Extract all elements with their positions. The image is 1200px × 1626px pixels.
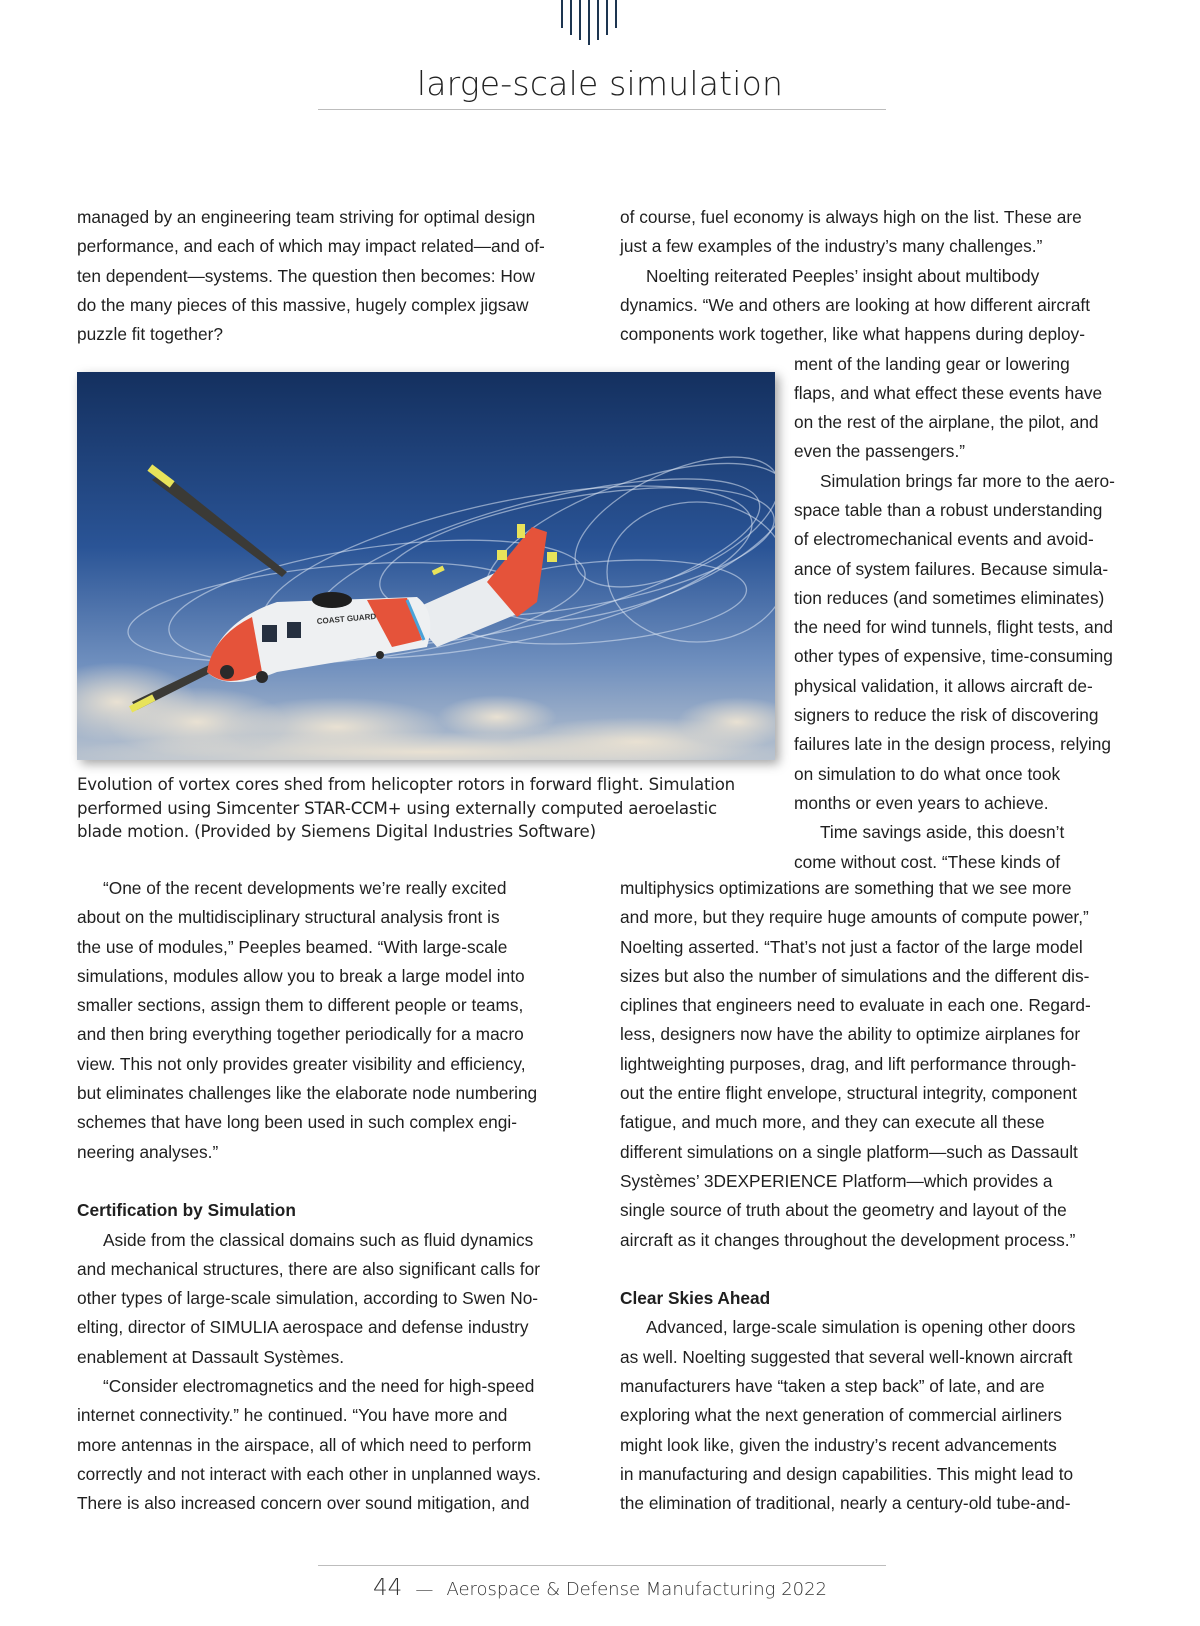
text-line: more antennas in the airspace, all of which need to perform	[77, 1434, 532, 1455]
text-line: “One of the recent developments we’re really excited	[103, 878, 507, 898]
text-line: as well. Noelting suggested that several well-known aircraft	[620, 1346, 1073, 1367]
publication-name: Aerospace & Defense Manufacturing 2022	[446, 1579, 828, 1600]
text-line: of electromechanical events and avoid-	[794, 529, 1094, 550]
text-line: about on the multidisciplinary structural analysis front is	[77, 907, 500, 928]
text-line: just a few examples of the industry’s many challenges.”	[620, 236, 1043, 257]
footer-divider	[318, 1565, 886, 1566]
text-line: signers to reduce the risk of discovering	[794, 705, 1099, 726]
text-line: the elimination of traditional, nearly a century-old tube-and-	[620, 1493, 1071, 1514]
text-line	[620, 1255, 1140, 1284]
text-line: There is also increased concern over sound mitigation, and	[77, 1493, 530, 1514]
text-line: Evolution of vortex cores shed from helicopter rotors in forward flight. Simulation	[77, 775, 735, 794]
text-line: aircraft as it changes throughout the development process.”	[620, 1229, 1076, 1250]
text-line: components work together, like what happens during deploy-	[620, 324, 1085, 345]
text-line: internet connectivity.” he continued. “You have more and	[77, 1405, 508, 1426]
text-line: fatigue, and much more, and they can execute all these	[620, 1112, 1045, 1133]
text-line: might look like, given the industry’s recent advancements	[620, 1434, 1057, 1455]
text-line: blade motion. (Provided by Siemens Digital Industries Software)	[77, 822, 596, 841]
text-line: Aside from the classical domains such as fluid dynamics	[103, 1229, 534, 1250]
text-line: manufacturers have “taken a step back” of late, and are	[620, 1376, 1045, 1397]
text-line: but eliminates challenges like the elaborate node numbering	[77, 1083, 538, 1104]
decorative-lines-icon	[558, 0, 648, 48]
text-line: ance of system failures. Because simula-	[794, 558, 1109, 579]
text-line: other types of large-scale simulation, according to Swen No-	[77, 1288, 539, 1309]
text-line: Noelting asserted. “That’s not just a factor of the large model	[620, 936, 1083, 957]
text-line: multiphysics optimizations are something that we see more	[620, 878, 1072, 898]
text-line: on the rest of the airplane, the pilot, and	[794, 412, 1099, 433]
text-line: do the many pieces of this massive, hugely complex jigsaw	[77, 294, 529, 315]
text-line: space table than a robust understanding	[794, 499, 1103, 520]
text-line: in manufacturing and design capabilities. This might lead to	[620, 1463, 1074, 1484]
right-column-bottom-text	[620, 874, 1140, 1519]
text-line: performance, and each of which may impact related—and of-	[77, 236, 545, 257]
text-line: come without cost. “These kinds of	[794, 851, 1061, 872]
text-line: out the entire flight envelope, structural integrity, component	[620, 1083, 1077, 1104]
text-line: smaller sections, assign them to different people or teams,	[77, 995, 524, 1016]
text-line: failures late in the design process, relying	[794, 734, 1111, 755]
text-line: flaps, and what effect these events have	[794, 382, 1103, 403]
text-line: less, designers now have the ability to optimize airplanes for	[620, 1024, 1081, 1045]
left-column-bottom-text	[77, 874, 597, 1519]
text-line: and more, but they require huge amounts of compute power,”	[620, 907, 1089, 928]
text-line: the need for wind tunnels, flight tests, and	[794, 617, 1113, 638]
text-line: correctly and not interact with each other in unplanned ways.	[77, 1463, 541, 1484]
text-line: managed by an engineering team striving for optimal design	[77, 207, 536, 227]
text-line: sizes but also the number of simulations and the different dis-	[620, 965, 1090, 986]
text-line: and mechanical structures, there are also significant calls for	[77, 1258, 540, 1279]
text-line: ten dependent—systems. The question then becomes: How	[77, 265, 535, 286]
header-divider	[318, 109, 886, 110]
section-heading: Certification by Simulation	[77, 1200, 296, 1221]
text-line: schemes that have long been used in such complex engi-	[77, 1112, 517, 1133]
text-line: the use of modules,” Peeples beamed. “With large-scale	[77, 936, 508, 957]
text-line: elting, director of SIMULIA aerospace and defense industry	[77, 1317, 529, 1338]
text-line: of course, fuel economy is always high on the list. These are	[620, 207, 1082, 227]
text-line: tion reduces (and sometimes eliminates)	[794, 587, 1105, 608]
right-column-top-text	[620, 203, 1140, 349]
right-column-wrap-text	[794, 350, 1134, 877]
text-line: puzzle fit together?	[77, 324, 224, 345]
text-line: Advanced, large-scale simulation is opening other doors	[646, 1317, 1076, 1338]
text-line: and then bring everything together periodically for a macro	[77, 1024, 524, 1045]
text-line: months or even years to achieve.	[794, 792, 1049, 813]
text-line: on simulation to do what once took	[794, 763, 1061, 784]
text-line	[77, 1167, 597, 1196]
text-line: other types of expensive, time-consuming	[794, 646, 1113, 667]
text-line: neering analyses.”	[77, 1141, 219, 1162]
text-line: lightweighting purposes, drag, and lift performance through-	[620, 1053, 1077, 1074]
text-line: simulations, modules allow you to break a large model into	[77, 965, 525, 986]
footer-separator: —	[415, 1579, 434, 1600]
text-line: physical validation, it allows aircraft de-	[794, 675, 1093, 696]
text-line: Noelting reiterated Peeples’ insight about multibody	[646, 265, 1040, 286]
page-number: 44	[372, 1575, 403, 1601]
text-line: performed using Simcenter STAR-CCM+ using externally computed aeroelastic	[77, 798, 717, 818]
text-line: Time savings aside, this doesn’t	[820, 822, 1065, 843]
helicopter-simulation-image	[77, 372, 775, 760]
text-line: enablement at Dassault Systèmes.	[77, 1346, 345, 1367]
text-line: Systèmes’ 3DEXPERIENCE Platform—which provides a	[620, 1170, 1053, 1191]
section-title: large-scale simulation	[416, 64, 784, 103]
coast-guard-label: COAST GUARD	[316, 611, 377, 626]
text-line: dynamics. “We and others are looking at how different aircraft	[620, 294, 1091, 315]
text-line: ment of the landing gear or lowering	[794, 353, 1070, 374]
text-line: single source of truth about the geometry and layout of the	[620, 1200, 1067, 1221]
left-column-top-text	[77, 203, 597, 349]
figure-caption	[77, 773, 777, 844]
text-line: exploring what the next generation of commercial airliners	[620, 1405, 1062, 1426]
text-line: ciplines that engineers need to evaluate in each one. Regard-	[620, 995, 1091, 1016]
text-line: Simulation brings far more to the aero-	[820, 470, 1115, 491]
text-line: even the passengers.”	[794, 441, 965, 462]
text-line: “Consider electromagnetics and the need for high-speed	[103, 1376, 535, 1397]
section-heading: Clear Skies Ahead	[620, 1288, 771, 1309]
text-line: view. This not only provides greater visibility and efficiency,	[77, 1053, 526, 1074]
page-footer	[0, 1575, 1200, 1601]
text-line: different simulations on a single platform—such as Dassault	[620, 1141, 1078, 1162]
